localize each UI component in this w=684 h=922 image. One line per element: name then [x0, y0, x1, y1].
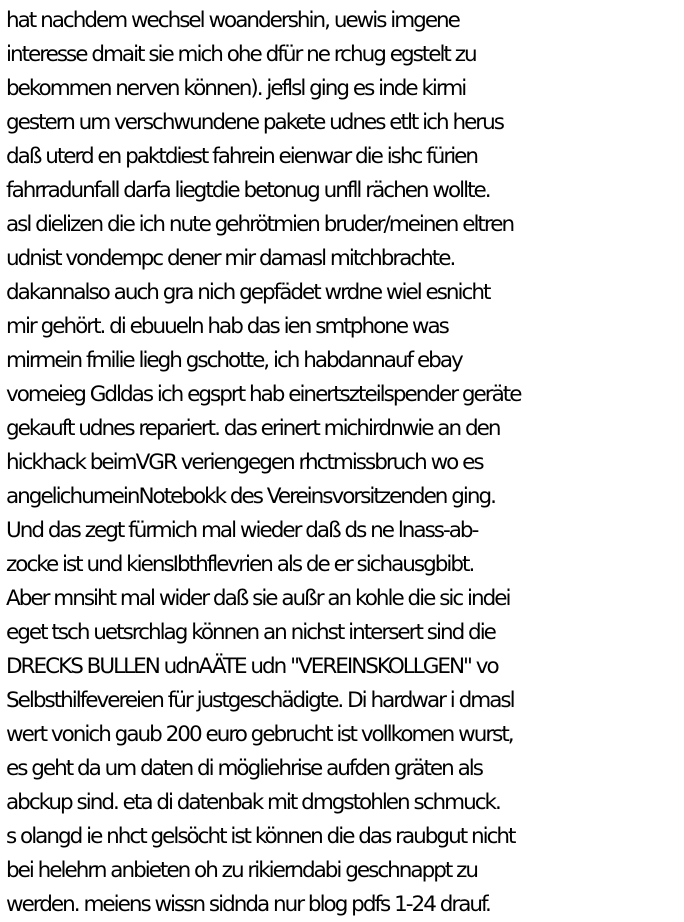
- text-line: gestern um verschwundene pakete udnes etlt ich herus: [6, 110, 503, 135]
- text-line: interesse dmait sie mich ohe dfür ne rchug egstelt zu: [6, 42, 476, 67]
- text-line: eget tsch uetsrchlag können an nichst intersert sind die: [6, 620, 495, 645]
- text-line: gekauft udnes repariert. das erinert michirdnwie an den: [6, 416, 500, 441]
- text-line: bei helehrn anbieten oh zu rikierndabi geschnappt zu: [6, 858, 478, 883]
- text-line: Aber mnsiht mal wider daß sie außr an kohle die sic indei: [6, 586, 510, 611]
- text-line: mirmein fmilie liegh gschotte, ich habdannauf ebay: [6, 348, 462, 373]
- text-line: daß uterd en paktdiest fahrein eienwar die ishc fürien: [6, 144, 478, 169]
- text-line: hat nachdem wechsel woandershin, uewis imgene: [6, 8, 459, 33]
- text-line: hickhack beimVGR veriengegen rhctmissbruch wo es: [6, 450, 483, 475]
- text-line: dakannalso auch gra nich gepfädet wrdne wiel esnicht: [6, 280, 490, 305]
- text-line: s olangd ie nhct gelsöcht ist können die das raubgut nicht: [6, 824, 515, 849]
- text-line: asl dielizen die ich nute gehrötmien bruder/meinen eltren: [6, 212, 514, 237]
- text-line: es geht da um daten di mögliehrise aufden gräten als: [6, 756, 482, 781]
- text-line: udnist vondempc dener mir damasl mitchbrachte.: [6, 246, 455, 271]
- text-line: angelichumeinNotebokk des Vereinsvorsitzenden ging.: [6, 484, 495, 509]
- text-line: wert vonich gaub 200 euro gebrucht ist vollkomen wurst,: [6, 722, 513, 747]
- text-line: bekommen nerven können). jeflsl ging es inde kirmi: [6, 76, 466, 101]
- text-line: fahrradunfall darfa liegtdie betonug unfll rächen wollte.: [6, 178, 490, 203]
- text-line: DRECKS BULLEN udnAÄTE udn "VEREINSKOLLGEN" vo: [6, 654, 498, 679]
- text-line: abckup sind. eta di datenbak mit dmgstohlen schmuck.: [6, 790, 500, 815]
- text-line: werden. meiens wissn sidnda nur blog pdfs 1-24 drauf.: [6, 892, 490, 917]
- text-line: zocke ist und kiensIbthflevrien als de er sichausgbibt.: [6, 552, 474, 577]
- text-line: mir gehört. di ebuueln hab das ien smtphone was: [6, 314, 448, 339]
- text-line: Und das zegt fürmich mal wieder daß ds ne lnass-ab-: [6, 518, 478, 543]
- text-line: Selbsthilfevereien für justgeschädigte. Di hardwar i dmasl: [6, 688, 514, 713]
- text-line: vomeieg Gdldas ich egsprt hab einertszteilspender geräte: [6, 382, 521, 407]
